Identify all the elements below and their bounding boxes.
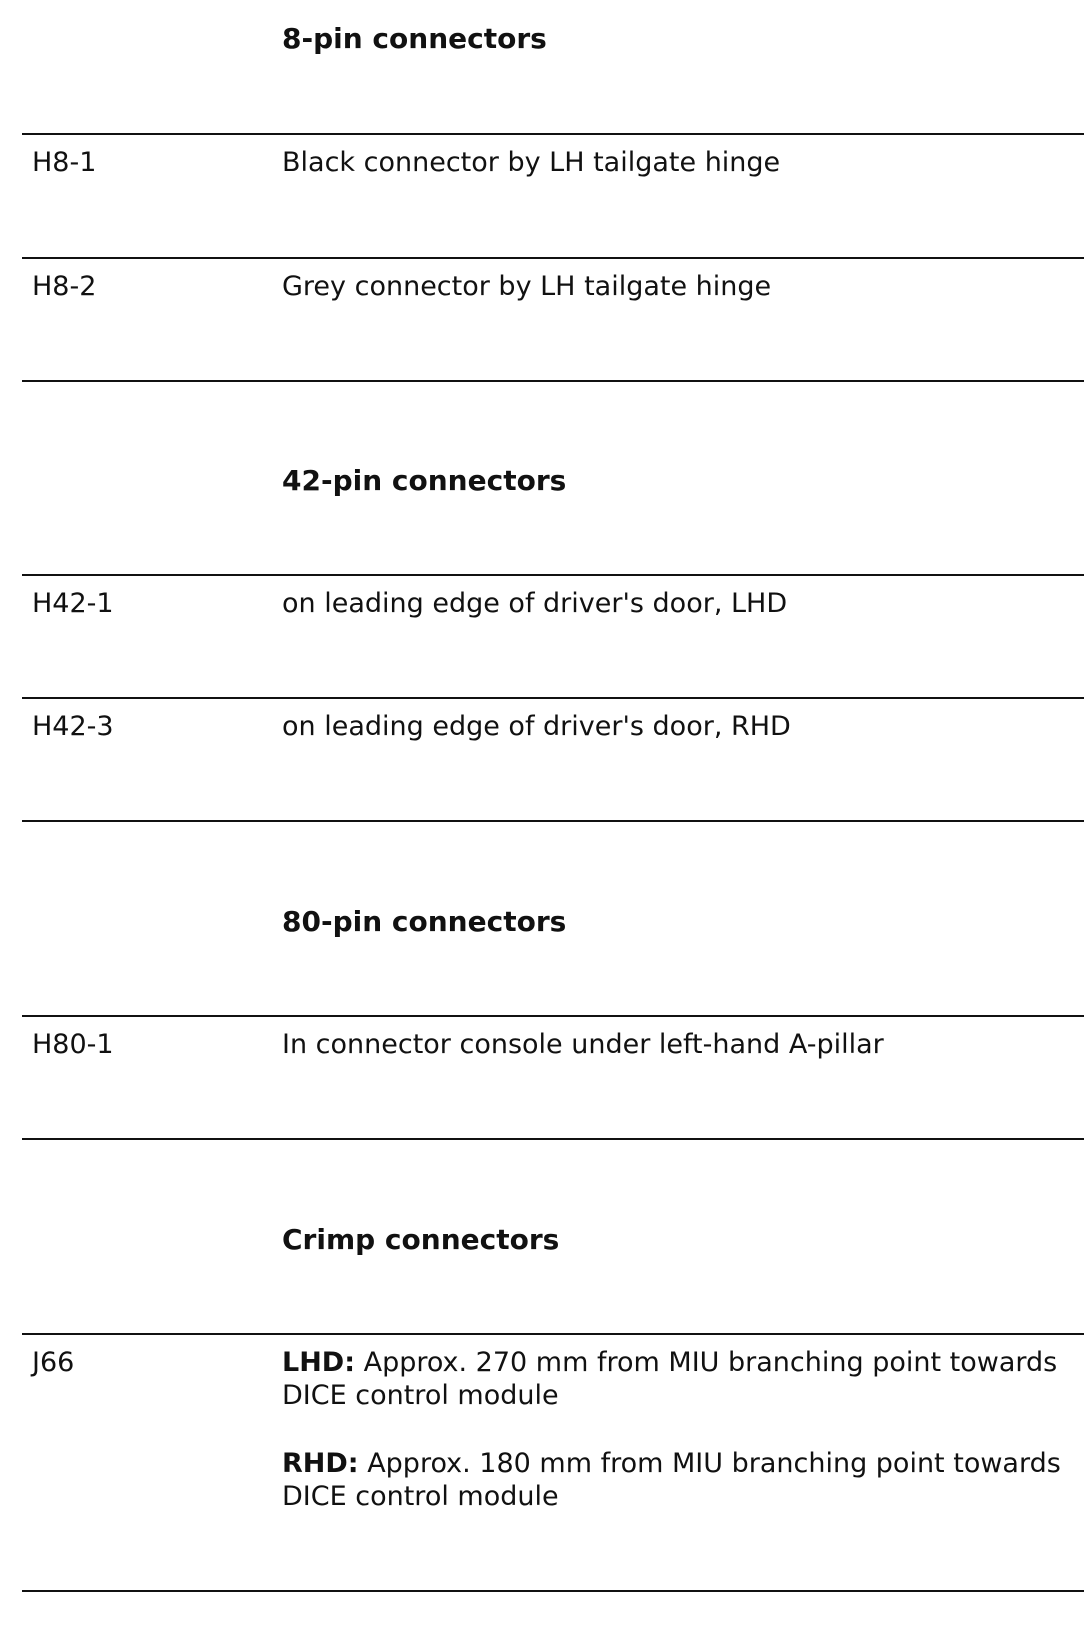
table-divider [22, 133, 1084, 135]
note-label: LHD: [282, 1347, 356, 1378]
section-heading-80-pin: 80-pin connectors [282, 905, 567, 938]
connector-code: H42-3 [32, 711, 114, 742]
connector-code: H8-2 [32, 271, 97, 302]
section-heading-8-pin: 8-pin connectors [282, 22, 547, 55]
connector-code: H8-1 [32, 147, 97, 178]
connector-location: In connector console under left-hand A-pillar [282, 1029, 884, 1060]
note-text: Approx. 180 mm from MIU branching point towards DICE control module [282, 1448, 1061, 1512]
connector-location: Black connector by LH tailgate hinge [282, 147, 781, 178]
table-divider [22, 820, 1084, 822]
table-divider [22, 697, 1084, 699]
section-heading-crimp: Crimp connectors [282, 1223, 560, 1256]
table-divider [22, 380, 1084, 382]
table-divider [22, 257, 1084, 259]
location-note-rhd [282, 1447, 1062, 1513]
note-label: RHD: [282, 1448, 359, 1479]
connector-code: H80-1 [32, 1029, 114, 1060]
connector-code: J66 [32, 1347, 75, 1378]
table-divider [22, 1333, 1084, 1335]
section-heading-42-pin: 42-pin connectors [282, 464, 567, 497]
table-divider [22, 1138, 1084, 1140]
connector-location: Grey connector by LH tailgate hinge [282, 271, 772, 302]
table-divider [22, 574, 1084, 576]
connector-location: on leading edge of driver's door, LHD [282, 588, 788, 619]
note-text: Approx. 270 mm from MIU branching point towards DICE control module [282, 1347, 1058, 1411]
connector-code: H42-1 [32, 588, 114, 619]
table-divider [22, 1015, 1084, 1017]
connector-location: on leading edge of driver's door, RHD [282, 711, 791, 742]
location-note-lhd [282, 1346, 1062, 1412]
table-divider [22, 1590, 1084, 1592]
